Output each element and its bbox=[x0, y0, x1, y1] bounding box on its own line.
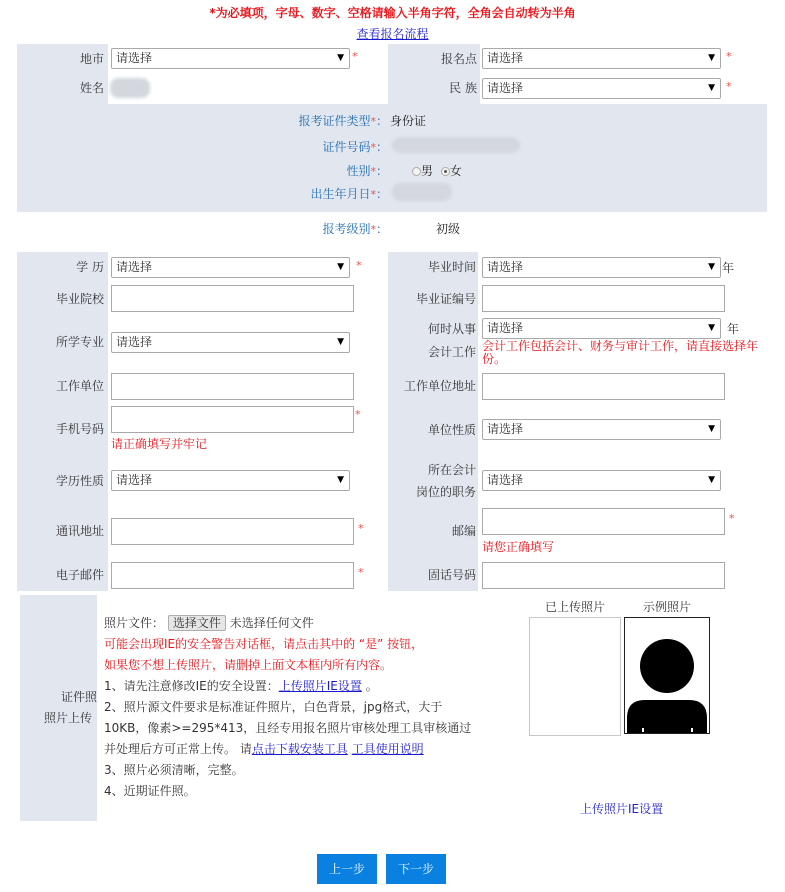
gender-male-radio[interactable] bbox=[412, 167, 421, 176]
download-tool-link[interactable]: 点击下载安装工具 bbox=[251, 742, 348, 756]
uploaded-photo-title: 已上传照片 bbox=[544, 600, 605, 614]
choose-file-button[interactable]: 选择文件 bbox=[168, 615, 226, 631]
chevron-down-icon: ▼ bbox=[708, 475, 715, 485]
id-number-label-row: 证件号码*： bbox=[322, 140, 388, 154]
postcode-input[interactable] bbox=[482, 508, 725, 535]
chevron-down-icon: ▼ bbox=[337, 53, 344, 63]
flow-link-wrapper bbox=[0, 25, 785, 42]
required-notice: *为必填项，字母、数字、空格请输入半角字符，全角会自动转为半角 bbox=[209, 6, 576, 20]
grad-year-label: 毕业时间 bbox=[427, 260, 476, 274]
employer-address-input[interactable] bbox=[482, 373, 725, 400]
ie-warning-2: 如果您不想上传照片，请删掉上面文本框内所有内容。 bbox=[104, 658, 393, 672]
chevron-down-icon: ▼ bbox=[708, 83, 715, 93]
city-value: 请选择 bbox=[116, 51, 153, 65]
work-start-label-1: 何时从事 bbox=[427, 322, 476, 336]
ethnicity-value: 请选择 bbox=[487, 81, 524, 95]
work-start-select[interactable]: 请选择 ▼ bbox=[482, 318, 721, 339]
name-value-redacted bbox=[110, 78, 150, 98]
required-star: * bbox=[726, 80, 732, 93]
ie-settings-link[interactable]: 上传照片IE设置 bbox=[278, 679, 362, 693]
email-label: 电子邮件 bbox=[55, 568, 104, 582]
sample-photo-box bbox=[624, 617, 710, 734]
required-star: * bbox=[358, 566, 364, 579]
required-star: * bbox=[726, 50, 732, 63]
site-value: 请选择 bbox=[487, 51, 524, 65]
step-2-line-1: 2、照片源文件要求是标准证件照片，白色背景，jpg格式，大于 bbox=[104, 700, 443, 714]
step-3: 3、照片必须清晰，完整。 bbox=[104, 763, 244, 777]
employer-type-select[interactable]: 请选择 ▼ bbox=[482, 419, 721, 440]
required-star: * bbox=[729, 512, 735, 525]
diploma-no-label: 毕业证编号 bbox=[415, 292, 476, 306]
id-type-value: 身份证 bbox=[390, 114, 427, 128]
required-star: * bbox=[358, 522, 364, 535]
city-select[interactable] bbox=[111, 48, 350, 69]
photo-label-col bbox=[20, 595, 97, 821]
chevron-down-icon: ▼ bbox=[708, 323, 715, 333]
upload-photo-ie-settings-link[interactable]: 上传照片IE设置 bbox=[580, 802, 664, 816]
uploaded-photo-box bbox=[529, 617, 621, 736]
school-label: 毕业院校 bbox=[55, 292, 104, 306]
work-start-hint: 会计工作包括会计、财务与审计工作，请直接选择年份。 bbox=[482, 339, 759, 366]
grad-year-select[interactable]: 请选择 ▼ bbox=[482, 257, 721, 278]
photo-label-1: 证件照 bbox=[60, 690, 97, 704]
view-registration-flow-link[interactable]: 查看报名流程 bbox=[356, 27, 429, 41]
step-2-line-3: 并处理后方可正常上传。 请点击下载安装工具 工具使用说明 bbox=[104, 742, 424, 756]
landline-input[interactable] bbox=[482, 562, 725, 589]
edu-type-select[interactable]: 请选择 ▼ bbox=[111, 470, 350, 491]
tool-manual-link[interactable]: 工具使用说明 bbox=[351, 742, 424, 756]
ie-settings-link-wrapper bbox=[580, 799, 663, 820]
gender-female-radio[interactable] bbox=[441, 167, 450, 176]
mobile-input[interactable] bbox=[111, 406, 354, 433]
required-star: * bbox=[356, 259, 362, 272]
name-label: 姓名 bbox=[79, 81, 104, 95]
chevron-down-icon: ▼ bbox=[708, 424, 715, 434]
position-label-1: 所在会计 bbox=[427, 463, 476, 477]
employer-label: 工作单位 bbox=[55, 379, 104, 393]
birth-value-redacted bbox=[392, 183, 452, 201]
site-select[interactable] bbox=[482, 48, 721, 69]
education-label: 学 历 bbox=[76, 260, 104, 274]
next-step-button[interactable]: 下一步 bbox=[386, 854, 446, 884]
postcode-label: 邮编 bbox=[451, 524, 476, 538]
edu-type-label: 学历性质 bbox=[55, 474, 104, 488]
ethnicity-select[interactable] bbox=[482, 78, 721, 99]
level-value: 初级 bbox=[436, 222, 461, 236]
gender-radio-group: 男 女 bbox=[412, 162, 462, 179]
sample-photo-title: 示例照片 bbox=[642, 600, 691, 614]
postcode-hint: 请您正确填写 bbox=[482, 540, 555, 554]
email-input[interactable] bbox=[111, 562, 354, 589]
id-number-value-redacted bbox=[392, 137, 520, 153]
mobile-hint: 请正确填写并牢记 bbox=[111, 437, 208, 451]
position-label-2: 岗位的职务 bbox=[415, 485, 476, 499]
site-label: 报名点 bbox=[440, 52, 477, 66]
ie-warning-1: 可能会出现IE的安全警告对话框，请点击其中的 “是” 按钮， bbox=[104, 637, 424, 651]
ethnicity-label: 民 族 bbox=[449, 81, 477, 95]
photo-instructions bbox=[104, 613, 524, 802]
chevron-down-icon: ▼ bbox=[708, 262, 715, 272]
major-select[interactable]: 请选择 ▼ bbox=[111, 332, 350, 353]
work-start-suffix: 年 bbox=[727, 322, 740, 336]
chevron-down-icon: ▼ bbox=[337, 475, 344, 485]
id-type-label-row: 报考证件类型*： bbox=[298, 114, 388, 128]
address-label: 通讯地址 bbox=[55, 524, 104, 538]
prev-step-button[interactable]: 上一步 bbox=[317, 854, 377, 884]
education-select[interactable]: 请选择 ▼ bbox=[111, 257, 350, 278]
mobile-label: 手机号码 bbox=[55, 422, 104, 436]
grad-year-suffix: 年 bbox=[722, 261, 735, 275]
file-status: 未选择任何文件 bbox=[229, 616, 314, 630]
required-star: * bbox=[352, 50, 358, 63]
position-select[interactable]: 请选择 ▼ bbox=[482, 470, 721, 491]
school-input[interactable] bbox=[111, 285, 354, 312]
work-start-label-2: 会计工作 bbox=[427, 345, 476, 359]
employer-type-label: 单位性质 bbox=[427, 423, 476, 437]
level-label-row: 报考级别*： bbox=[322, 222, 388, 236]
diploma-no-input[interactable] bbox=[482, 285, 725, 312]
chevron-down-icon: ▼ bbox=[337, 337, 344, 347]
chevron-down-icon: ▼ bbox=[337, 262, 344, 272]
step-4: 4、近期证件照。 bbox=[104, 784, 196, 798]
employer-address-label: 工作单位地址 bbox=[403, 379, 476, 393]
address-input[interactable] bbox=[111, 518, 354, 545]
employer-input[interactable] bbox=[111, 373, 354, 400]
photo-label-2: 照片上传 bbox=[43, 711, 92, 725]
landline-label: 固话号码 bbox=[427, 568, 476, 582]
birth-label-row: 出生年月日*： bbox=[310, 187, 388, 201]
major-label: 所学专业 bbox=[55, 335, 104, 349]
gender-label-row: 性别*： bbox=[346, 164, 388, 178]
chevron-down-icon: ▼ bbox=[708, 53, 715, 63]
step-2-line-2: 10KB，像素>=295*413，且经专用报名照片审核处理工具审核通过 bbox=[104, 721, 472, 735]
city-label: 地市 bbox=[79, 52, 104, 66]
required-star: * bbox=[355, 408, 361, 421]
person-silhouette-icon bbox=[625, 618, 709, 733]
step-1: 1、请先注意修改IE的安全设置：上传照片IE设置 。 bbox=[104, 679, 378, 693]
file-row: 照片文件： 选择文件 未选择任何文件 bbox=[104, 616, 314, 630]
